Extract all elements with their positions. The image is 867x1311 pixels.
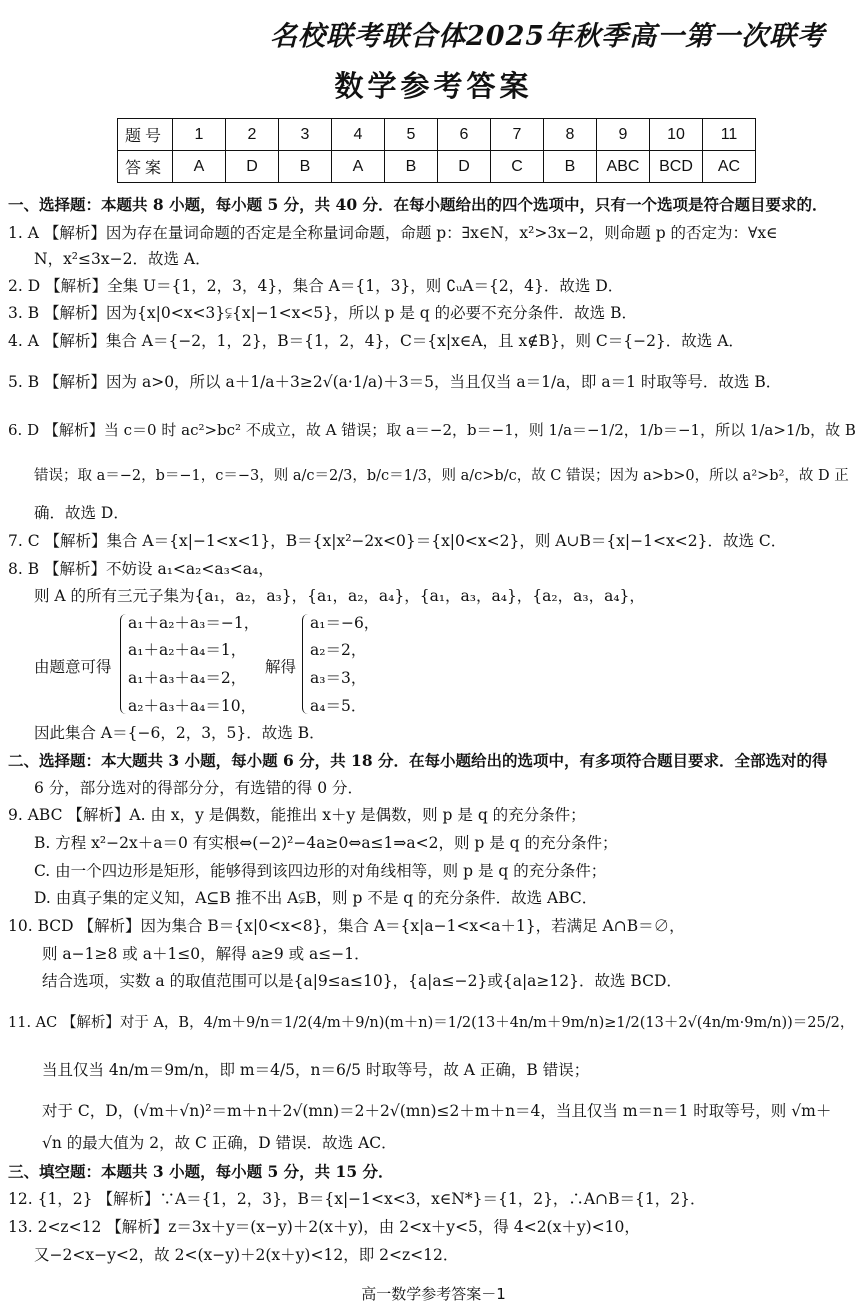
answer-cell: A — [332, 151, 385, 183]
exam-title: 名校联考联合体2025年秋季高一第一次联考 — [270, 21, 826, 52]
answer-cell: B — [385, 151, 438, 183]
system-intro: 由题意可得 — [34, 658, 112, 676]
answer-cell: AC — [703, 151, 756, 183]
question-number-row — [118, 119, 756, 151]
solution-line: 对于 C，D，(√m＋√n)²＝m＋n＋2√(mn)＝2＋2√(mn)≤2＋m＋n＝4，当且仅当 m＝n＝1 时取等号，则 √m＋ — [42, 1102, 832, 1120]
question-number: 6 — [438, 119, 491, 151]
page-footer: 高一数学参考答案－1 — [361, 1285, 506, 1303]
solution-line: 则 A 的所有三元子集为{a₁，a₂，a₃}，{a₁，a₂，a₄}，{a₁，a₃，a₄}，{a₂，a₃，a₄}， — [34, 587, 645, 605]
solution-line: 因此集合 A＝{−6，2，3，5}．故选 B． — [34, 724, 325, 742]
solution-line: 5. B 【解析】因为 a>0，所以 a＋1/a＋3≥2√(a·1/a)＋3＝5，当且仅当 a＝1/a，即 a＝1 时取等号．故选 B． — [8, 373, 782, 391]
answer-cell: D — [226, 151, 279, 183]
solution-line: 9. ABC 【解析】A. 由 x，y 是偶数，能推出 x＋y 是偶数，则 p 是 q 的充分条件； — [8, 806, 586, 824]
solution-line: 当且仅当 4n/m＝9m/n，即 m＝4/5，n＝6/5 时取等号，故 A 正确，B 错误； — [42, 1061, 590, 1079]
question-number: 5 — [385, 119, 438, 151]
question-number: 11 — [703, 119, 756, 151]
solution-line: 1. A 【解析】因为存在量词命题的否定是全称量词命题，命题 p：∃x∈N，x²>3x−2，则命题 p 的否定为：∀x∈ — [8, 224, 778, 242]
solution-line: 错误；取 a＝−2，b＝−1，c＝−3，则 a/c＝2/3，b/c＝1/3，则 a/c>b/c，故 C 错误；因为 a>b>0，所以 a²>b²，故 D 正 — [34, 468, 849, 484]
equation: a₂＝2， — [310, 641, 367, 659]
answer-cell: C — [491, 151, 544, 183]
document-title: 数学参考答案 — [334, 69, 533, 103]
row-label-question: 题号 — [118, 119, 173, 151]
answer-cell: BCD — [650, 151, 703, 183]
solution-line: 6. D 【解析】当 c＝0 时 ac²>bc² 不成立，故 A 错误；取 a＝−2，b＝−1，则 1/a＝−1/2，1/b＝−1，所以 1/a>1/b，故 B — [8, 421, 856, 439]
question-number: 4 — [332, 119, 385, 151]
left-brace — [302, 614, 309, 714]
equation: a₃＝3， — [310, 669, 367, 687]
question-number: 3 — [279, 119, 332, 151]
solution-line: 10. BCD 【解析】因为集合 B＝{x|0<x<8}，集合 A＝{x|a−1<x<a＋1}，若满足 A∩B＝∅， — [8, 917, 685, 935]
answer-cell: B — [544, 151, 597, 183]
equation: a₁＋a₂＋a₄＝1， — [128, 641, 247, 659]
solution-line: 结合选项，实数 a 的取值范围可以是{a|9≤a≤10}，{a|a≤−2}或{a|a≥12}．故选 BCD． — [42, 972, 682, 990]
solution-line: 11. AC 【解析】对于 A，B，4/m＋9/n＝1/2(4/m＋9/n)(m＋n)＝1/2(13＋4n/m＋9m/n)≥1/2(13＋2√(4n/m·9m/n))＝25/2， — [8, 1015, 855, 1031]
section-heading-single-choice: 一、选择题：本题共 8 小题，每小题 5 分，共 40 分．在每小题给出的四个选项中，只有一个选项是符合题目要求的． — [8, 195, 828, 214]
equation: a₄＝5． — [310, 697, 367, 715]
section-heading-multiple-choice: 二、选择题：本大题共 3 小题，每小题 6 分，共 18 分．在每小题给出的选项中，有多项符合题目要求．全部选对的得 — [8, 751, 828, 770]
answer-cell: A — [173, 151, 226, 183]
solution-line: 7. C 【解析】集合 A＝{x|−1<x<1}，B＝{x|x²−2x<0}＝{x|0<x<2}，则 A∪B＝{x|−1<x<2}．故选 C． — [8, 532, 787, 550]
question-number: 8 — [544, 119, 597, 151]
solution-line: √n 的最大值为 2，故 C 正确，D 错误．故选 AC． — [42, 1134, 397, 1152]
solution-line: 6 分，部分选对的得部分分，有选错的得 0 分． — [34, 779, 364, 797]
answer-table — [117, 118, 756, 183]
solution-intro: 解得 — [265, 658, 297, 676]
equation: a₁＝−6， — [310, 614, 380, 632]
solution-line: 3. B 【解析】因为{x|0<x<3}⫋{x|−1<x<5}，所以 p 是 q 的必要不充分条件．故选 B． — [8, 304, 637, 322]
question-number: 7 — [491, 119, 544, 151]
solution-line: 则 a−1≥8 或 a＋1≤0，解得 a≥9 或 a≤−1． — [42, 945, 370, 963]
solution-line: 8. B 【解析】不妨设 a₁<a₂<a₃<a₄， — [8, 560, 274, 578]
left-brace — [120, 614, 127, 714]
solution-line: 又−2<x−y<2，故 2<(x−y)＋2(x＋y)<12，即 2<z<12． — [34, 1246, 459, 1264]
equation: a₁＋a₂＋a₃＝−1， — [128, 614, 260, 632]
section-heading-fill-in: 三、填空题：本题共 3 小题，每小题 5 分，共 15 分． — [8, 1162, 394, 1181]
question-number: 9 — [597, 119, 650, 151]
solution-line: 4. A 【解析】集合 A＝{−2，1，2}，B＝{1，2，4}，C＝{x|x∈A，且 x∉B}，则 C＝{−2}．故选 A． — [8, 332, 744, 350]
answer-row — [118, 151, 756, 183]
answer-cell: D — [438, 151, 491, 183]
question-number: 1 — [173, 119, 226, 151]
equation: a₁＋a₃＋a₄＝2， — [128, 669, 247, 687]
row-label-answer: 答案 — [118, 151, 173, 183]
question-number: 2 — [226, 119, 279, 151]
solution-line: 12. {1，2} 【解析】∵A＝{1，2，3}，B＝{x|−1<x<3，x∈N*}＝{1，2}，∴A∩B＝{1，2}． — [8, 1190, 706, 1208]
solution-line: 2. D 【解析】全集 U＝{1，2，3，4}，集合 A＝{1，3}，则 ∁ᵤA＝{2，4}．故选 D． — [8, 277, 624, 295]
question-number: 10 — [650, 119, 703, 151]
solution-line: C. 由一个四边形是矩形，能够得到该四边形的对角线相等，则 p 是 q 的充分条件； — [34, 862, 607, 880]
answer-cell: ABC — [597, 151, 650, 183]
answer-cell: B — [279, 151, 332, 183]
equation: a₂＋a₃＋a₄＝10， — [128, 697, 257, 715]
solution-line: N，x²≤3x−2．故选 A． — [34, 250, 211, 268]
solution-line: D. 由真子集的定义知，A⊆B 推不出 A⫋B，则 p 不是 q 的充分条件．故选 ABC． — [34, 889, 598, 907]
solution-line: B. 方程 x²−2x＋a＝0 有实根⇔(−2)²−4a≥0⇔a≤1⇒a<2，则 p 是 q 的充分条件； — [34, 834, 618, 852]
solution-line: 13. 2<z<12 【解析】z＝3x＋y＝(x−y)＋2(x＋y)，由 2<x＋y<5，得 4<2(x＋y)<10， — [8, 1218, 640, 1236]
solution-line: 确．故选 D． — [34, 504, 129, 522]
